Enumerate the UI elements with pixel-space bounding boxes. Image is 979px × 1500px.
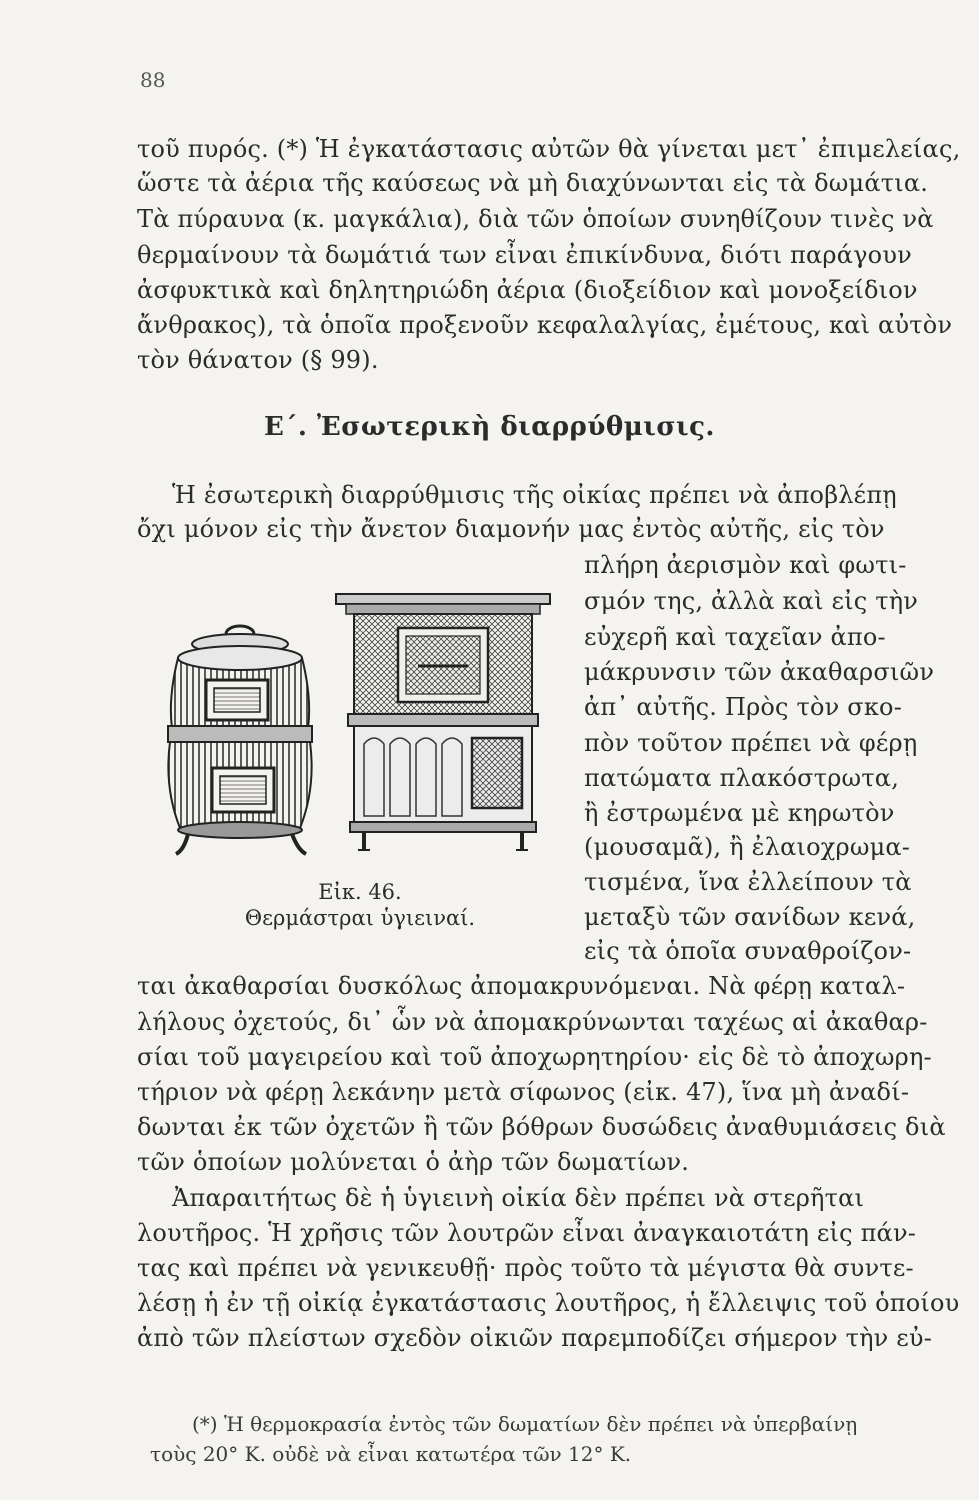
body-line: τήριον νὰ φέρῃ λεκάνην μετὰ σίφωνος (εἰκ. 47), ἵνα μὴ ἀναδί- (137, 1078, 910, 1106)
body-line: Τὰ πύραυνα (κ. μαγκάλια), διὰ τῶν ὁποίων συνηθίζουν τινὲς νὰ (137, 205, 934, 233)
stoves-illustration (150, 588, 570, 878)
body-line: ὄχι μόνον εἰς τὴν ἄνετον διαμονήν μας ἐντὸς αὐτῆς, εἰς τὸν (137, 515, 885, 543)
body-line: ὥστε τὰ ἀέρια τῆς καύσεως νὰ μὴ διαχύνωνται εἰς τὰ δωμάτια. (137, 169, 929, 197)
stoves-figure (150, 588, 570, 878)
side-line: μεταξὺ τῶν σανίδων κενά, (584, 903, 916, 931)
side-line: πλήρη ἀερισμὸν καὶ φωτι- (584, 551, 907, 579)
barrel-stove (168, 626, 312, 854)
body-line: ἀπὸ τῶν πλείστων σχεδὸν οἰκιῶν παρεμποδίζει σήμερον τὴν εὐ- (137, 1324, 932, 1352)
side-line: ἢ ἐστρωμένα μὲ κηρωτὸν (584, 799, 895, 827)
body-line: τοῦ πυρός. (*) Ἡ ἐγκατάστασις αὐτῶν θὰ γίνεται μετ᾽ ἐπιμελείας, (137, 135, 961, 163)
body-line: λέσῃ ἡ ἐν τῇ οἰκίᾳ ἐγκατάστασις λουτῆρος, ἡ ἔλλειψις τοῦ ὁποίου (137, 1289, 960, 1317)
body-line: σίαι τοῦ μαγειρείου καὶ τοῦ ἀποχωρητηρίου· εἰς δὲ τὸ ἀποχωρη- (137, 1043, 932, 1071)
body-line: ἀσφυκτικὰ καὶ δηλητηριώδη ἀέρια (διοξείδιον καὶ μονοξείδιον (137, 276, 918, 304)
side-line: εἰς τὰ ὁποῖα συναθροίζον- (584, 937, 912, 965)
body-line: λήλους ὀχετούς, δι᾽ ὧν νὰ ἀπομακρύνωνται ταχέως αἱ ἀκαθαρ- (137, 1008, 928, 1036)
side-line: μάκρυνσιν τῶν ἀκαθαρσιῶν (584, 658, 935, 686)
body-line: λουτῆρος. Ἡ χρῆσις τῶν λουτρῶν εἶναι ἀναγκαιοτάτη εἰς πάν- (137, 1219, 917, 1247)
figure-label: Εἰκ. 46. (318, 880, 402, 904)
body-line: ται ἀκαθαρσίαι δυσκόλως ἀπομακρυνόμεναι. Νὰ φέρῃ καταλ- (137, 972, 906, 1000)
figure-caption: Θερμάστραι ὑγιειναί. (244, 906, 476, 930)
body-line: θερμαίνουν τὰ δωμάτιά των εἶναι ἐπικίνδυνα, διότι παράγουν (137, 241, 912, 269)
side-line: τισμένα, ἵνα ἐλλείπουν τὰ (584, 868, 912, 896)
body-line: δωνται ἐκ τῶν ὀχετῶν ἢ τῶν βόθρων δυσώδεις ἀναθυμιάσεις διὰ (137, 1113, 946, 1141)
section-heading: Ε΄. Ἐσωτερικὴ διαρρύθμισις. (264, 412, 715, 442)
footnote-line: (*) Ἡ θερμοκρασία ἐντὸς τῶν δωματίων δὲν πρέπει νὰ ὑπερβαίνῃ (192, 1412, 858, 1436)
footnote-line: τοὺς 20° Κ. οὐδὲ νὰ εἶναι κατωτέρα τῶν 12° Κ. (150, 1442, 632, 1466)
side-line: πατώματα πλακόστρωτα, (584, 764, 900, 792)
body-line: Ἡ ἐσωτερικὴ διαρρύθμισις τῆς οἰκίας πρέπει νὰ ἀποβλέπῃ (172, 481, 897, 509)
side-line: ἀπ᾽ αὐτῆς. Πρὸς τὸν σκο- (584, 693, 903, 721)
cabinet-stove (336, 594, 550, 850)
page-number: 88 (140, 68, 166, 92)
side-line: εὐχερῆ καὶ ταχεῖαν ἀπο- (584, 623, 886, 651)
side-line: (μουσαμᾶ), ἢ ἐλαιοχρωμα- (584, 833, 911, 861)
body-line: τὸν θάνατον (§ 99). (137, 346, 379, 374)
side-line: πὸν τοῦτον πρέπει νὰ φέρῃ (584, 729, 918, 757)
body-line: τας καὶ πρέπει νὰ γενικευθῇ· πρὸς τοῦτο τὰ μέγιστα θὰ συντε- (137, 1254, 914, 1282)
body-line: Ἀπαραιτήτως δὲ ἡ ὑγιεινὴ οἰκία δὲν πρέπει νὰ στερῆται (172, 1184, 865, 1212)
body-line: τῶν ὁποίων μολύνεται ὁ ἀὴρ τῶν δωματίων. (137, 1148, 690, 1176)
body-line: ἄνθρακος), τὰ ὁποῖα προξενοῦν κεφαλαλγίας, ἐμέτους, καὶ αὐτὸν (137, 311, 953, 339)
side-line: σμόν της, ἀλλὰ καὶ εἰς τὴν (584, 587, 919, 615)
